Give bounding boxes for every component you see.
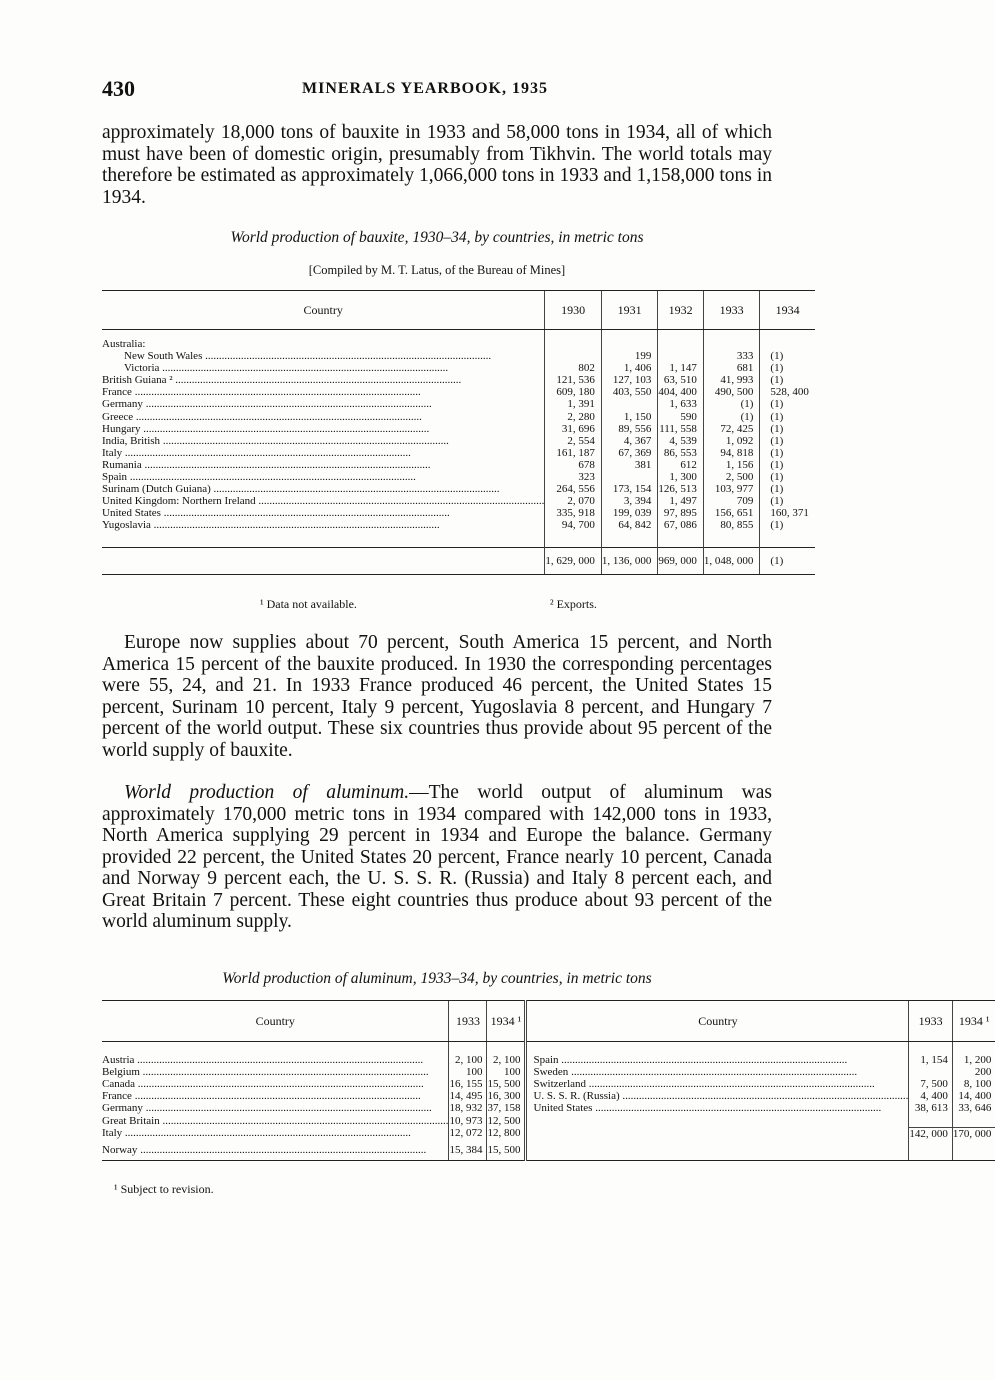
value-cell: 100 xyxy=(449,1066,487,1078)
country-name: Germany ..... xyxy=(102,1102,432,1114)
country-cell xyxy=(102,1078,449,1090)
country-name: British Guiana ² ..... xyxy=(102,374,461,386)
table-row xyxy=(102,459,815,471)
country-cell xyxy=(102,507,545,519)
country-name: Austria ..... xyxy=(102,1054,423,1066)
value-cell: 173, 154 xyxy=(601,483,658,495)
value-cell: 1, 154 xyxy=(909,1054,953,1066)
country-cell xyxy=(102,410,545,422)
value-cell: 111, 558 xyxy=(658,423,704,435)
country-name: U. S. S. R. (Russia) ..... xyxy=(533,1090,908,1102)
aluminum-production-table xyxy=(102,1000,995,1161)
empty-cell xyxy=(909,1140,953,1161)
value-cell: 12, 800 xyxy=(487,1127,526,1140)
country-name: India, British ..... xyxy=(102,435,449,447)
value-cell: 490, 500 xyxy=(703,386,760,398)
bauxite-table-caption: World production of bauxite, 1930–34, by countries, in metric tons xyxy=(230,229,644,246)
empty-cell xyxy=(909,1114,953,1127)
paragraph-1: approximately 18,000 tons of bauxite in 1933 and 58,000 tons in 1934, all of which must have been of domestic origin, presumably from Tikhvin. The world totals may therefore be estimated as approximately 1,066,000 tons in 1933 and 1,158,000 tons in 1934. xyxy=(102,122,772,208)
value-cell: 2, 500 xyxy=(703,471,760,483)
running-title: MINERALS YEARBOOK, 1935 xyxy=(302,80,548,97)
empty-cell xyxy=(952,1114,995,1127)
value-cell: (1) xyxy=(760,350,815,362)
total-cell: 1, 048, 000 xyxy=(703,548,760,575)
value-cell: 3, 394 xyxy=(601,495,658,507)
column-header: 1934 ¹ xyxy=(487,1001,526,1042)
group-label: Australia: xyxy=(102,338,146,350)
total-cell: 142, 000 xyxy=(909,1127,953,1140)
table-header-row xyxy=(102,291,815,330)
country-name: France ..... xyxy=(102,1090,421,1102)
value-cell: (1) xyxy=(760,398,815,410)
bauxite-table-compiled-note: [Compiled by M. T. Latus, of the Bureau of Mines] xyxy=(308,263,566,277)
table-row xyxy=(102,423,815,435)
column-header: 1933 xyxy=(909,1001,953,1042)
country-name: Surinam (Dutch Guiana) ..... xyxy=(102,483,500,495)
column-header: 1931 xyxy=(601,291,658,330)
value-cell: 7, 500 xyxy=(909,1078,953,1090)
value-cell: 4, 367 xyxy=(601,435,658,447)
totals-row xyxy=(102,548,815,575)
value-cell: 16, 300 xyxy=(487,1090,526,1102)
country-cell xyxy=(526,1054,909,1066)
country-cell xyxy=(102,519,545,531)
value-cell: 100 xyxy=(487,1066,526,1078)
total-cell: 969, 000 xyxy=(658,548,704,575)
country-name: Switzerland ..... xyxy=(533,1078,874,1090)
value-cell: 2, 100 xyxy=(487,1054,526,1066)
value-cell xyxy=(601,398,658,410)
country-name: Greece ..... xyxy=(102,411,422,423)
table-row xyxy=(102,1102,995,1114)
country-cell xyxy=(526,1102,909,1114)
value-cell: 16, 155 xyxy=(449,1078,487,1090)
value-cell: 15, 500 xyxy=(487,1078,526,1090)
value-cell: (1) xyxy=(760,435,815,447)
country-cell xyxy=(102,1140,449,1161)
value-cell: (1) xyxy=(760,471,815,483)
value-cell: 4, 400 xyxy=(909,1090,953,1102)
country-name: United States ..... xyxy=(533,1102,881,1114)
country-name: Spain ..... xyxy=(533,1054,847,1066)
value-cell: 590 xyxy=(658,410,704,422)
table-row xyxy=(102,1066,995,1078)
table-row xyxy=(102,398,815,410)
country-cell xyxy=(102,495,545,507)
value-cell: (1) xyxy=(703,398,760,410)
table-row xyxy=(102,1054,995,1066)
column-header: Country xyxy=(526,1001,909,1042)
value-cell: 1, 200 xyxy=(952,1054,995,1066)
country-name: New South Wales ..... xyxy=(124,350,491,362)
empty-cell xyxy=(952,1140,995,1161)
country-name: Rumania ..... xyxy=(102,459,430,471)
table-header-row xyxy=(102,1001,995,1042)
value-cell: 199 xyxy=(601,350,658,362)
column-header: 1933 xyxy=(449,1001,487,1042)
table-row xyxy=(102,386,815,398)
value-cell: 404, 400 xyxy=(658,386,704,398)
total-cell xyxy=(102,548,545,575)
value-cell xyxy=(658,350,704,362)
value-cell: 31, 696 xyxy=(545,423,602,435)
table-row xyxy=(102,1127,995,1140)
value-cell: 41, 993 xyxy=(703,374,760,386)
country-cell xyxy=(102,1090,449,1102)
value-cell: 63, 510 xyxy=(658,374,704,386)
total-cell: 1, 136, 000 xyxy=(601,548,658,575)
value-cell: (1) xyxy=(760,495,815,507)
value-cell: 67, 369 xyxy=(601,447,658,459)
country-name: Norway ..... xyxy=(102,1144,426,1156)
value-cell: 37, 158 xyxy=(487,1102,526,1114)
value-cell: 381 xyxy=(601,459,658,471)
table-row xyxy=(102,330,815,351)
value-cell: 8, 100 xyxy=(952,1078,995,1090)
value-cell: 678 xyxy=(545,459,602,471)
value-cell: 1, 147 xyxy=(658,362,704,374)
country-name: Hungary ..... xyxy=(102,423,429,435)
paragraph-2: Europe now supplies about 70 percent, South America 15 percent, and North America 15 percent of the bauxite produced. In 1930 the corresponding percentages were 55, 24, and 21. In 1933 France produced 46 percent, the United States 15 percent, Surinam 10 percent, Italy 9 percent, Yugoslavia 8 percent, and Hungary 7 percent of the world output. These six countries thus provide about 95 percent of the world supply of bauxite. xyxy=(102,632,772,761)
country-name: Spain ..... xyxy=(102,471,416,483)
value-cell: 1, 406 xyxy=(601,362,658,374)
value-cell: 335, 918 xyxy=(545,507,602,519)
value-cell: 2, 280 xyxy=(545,410,602,422)
bauxite-production-table xyxy=(102,290,815,575)
table-row xyxy=(102,1078,995,1090)
value-cell: 94, 818 xyxy=(703,447,760,459)
value-cell: (1) xyxy=(760,483,815,495)
table-row xyxy=(102,507,815,519)
country-cell xyxy=(526,1066,909,1078)
value-cell: 64, 842 xyxy=(601,519,658,531)
value-cell: 10, 973 xyxy=(449,1114,487,1127)
total-cell: 170, 000 xyxy=(952,1127,995,1140)
column-header: 1932 xyxy=(658,291,704,330)
table-row xyxy=(102,435,815,447)
country-cell xyxy=(102,1066,449,1078)
value-cell: 97, 895 xyxy=(658,507,704,519)
country-cell xyxy=(102,1054,449,1066)
value-cell: (1) xyxy=(760,362,815,374)
country-cell xyxy=(102,435,545,447)
country-name: United States ..... xyxy=(102,507,450,519)
paragraph-3-lead: World production of aluminum. xyxy=(124,782,410,803)
value-cell: 612 xyxy=(658,459,704,471)
table-row xyxy=(102,531,815,548)
value-cell: 2, 100 xyxy=(449,1054,487,1066)
value-cell: 14, 495 xyxy=(449,1090,487,1102)
value-cell: 67, 086 xyxy=(658,519,704,531)
page-number: 430 xyxy=(102,76,135,101)
country-cell xyxy=(102,362,545,374)
value-cell: 200 xyxy=(952,1066,995,1078)
value-cell: 199, 039 xyxy=(601,507,658,519)
paragraph-3 xyxy=(102,782,772,933)
value-cell: 161, 187 xyxy=(545,447,602,459)
value-cell: 86, 553 xyxy=(658,447,704,459)
country-name: Yugoslavia ..... xyxy=(102,519,440,531)
value-cell: 121, 536 xyxy=(545,374,602,386)
footnote-2: ² Exports. xyxy=(550,597,597,611)
table-row xyxy=(102,410,815,422)
country-name: Belgium ..... xyxy=(102,1066,429,1078)
country-name: France ..... xyxy=(102,386,421,398)
table-row xyxy=(102,362,815,374)
table-row xyxy=(102,519,815,531)
country-cell xyxy=(102,423,545,435)
value-cell: 4, 539 xyxy=(658,435,704,447)
country-cell xyxy=(102,374,545,386)
value-cell: 333 xyxy=(703,350,760,362)
table-row xyxy=(102,374,815,386)
value-cell: 1, 633 xyxy=(658,398,704,410)
value-cell: 14, 400 xyxy=(952,1090,995,1102)
empty-cell xyxy=(526,1114,909,1127)
value-cell xyxy=(601,471,658,483)
value-cell: 323 xyxy=(545,471,602,483)
empty-cell xyxy=(526,1127,909,1140)
country-cell xyxy=(102,447,545,459)
value-cell xyxy=(545,350,602,362)
country-name: Germany ..... xyxy=(102,398,432,410)
value-cell: (1) xyxy=(760,459,815,471)
country-cell xyxy=(526,1090,909,1102)
country-name: Canada ..... xyxy=(102,1078,424,1090)
country-cell xyxy=(102,1114,449,1127)
table-row xyxy=(102,495,815,507)
column-header: 1934 ¹ xyxy=(952,1001,995,1042)
value-cell: 15, 500 xyxy=(487,1140,526,1161)
value-cell: 12, 072 xyxy=(449,1127,487,1140)
value-cell: (1) xyxy=(760,447,815,459)
table-row xyxy=(102,1140,995,1161)
value-cell: 33, 646 xyxy=(952,1102,995,1114)
value-cell: 80, 855 xyxy=(703,519,760,531)
value-cell: (1) xyxy=(760,374,815,386)
value-cell: 1, 300 xyxy=(658,471,704,483)
country-name: Italy ..... xyxy=(102,1127,411,1139)
total-cell: 1, 629, 000 xyxy=(545,548,602,575)
value-cell: 403, 550 xyxy=(601,386,658,398)
value-cell: 1, 150 xyxy=(601,410,658,422)
value-cell: 12, 500 xyxy=(487,1114,526,1127)
column-header: 1934 xyxy=(760,291,815,330)
value-cell: 18, 932 xyxy=(449,1102,487,1114)
value-cell: 103, 977 xyxy=(703,483,760,495)
table-row xyxy=(102,350,815,362)
column-header: 1930 xyxy=(545,291,602,330)
total-cell: (1) xyxy=(760,548,815,575)
value-cell: 528, 400 xyxy=(760,386,815,398)
country-name: Italy ..... xyxy=(102,447,411,459)
column-header: 1933 xyxy=(703,291,760,330)
column-header: Country xyxy=(102,291,545,330)
country-cell xyxy=(102,483,545,495)
value-cell: 126, 513 xyxy=(658,483,704,495)
value-cell: 802 xyxy=(545,362,602,374)
value-cell: 264, 556 xyxy=(545,483,602,495)
value-cell: 38, 613 xyxy=(909,1102,953,1114)
country-cell xyxy=(102,1102,449,1114)
value-cell: 1, 391 xyxy=(545,398,602,410)
country-cell xyxy=(102,471,545,483)
table-row xyxy=(102,447,815,459)
country-name: Great Britain ..... xyxy=(102,1115,448,1127)
country-name: United Kingdom: Northern Ireland ..... xyxy=(102,495,544,507)
value-cell xyxy=(909,1066,953,1078)
table-row xyxy=(102,1090,995,1102)
value-cell: (1) xyxy=(760,519,815,531)
aluminum-table-footnote: ¹ Subject to revision. xyxy=(114,1182,214,1196)
value-cell: 1, 156 xyxy=(703,459,760,471)
value-cell: 160, 371 xyxy=(760,507,815,519)
value-cell: 1, 092 xyxy=(703,435,760,447)
value-cell: 72, 425 xyxy=(703,423,760,435)
country-cell xyxy=(102,350,545,362)
page-header xyxy=(102,76,772,106)
country-name: Victoria ..... xyxy=(124,362,448,374)
value-cell: 94, 700 xyxy=(545,519,602,531)
country-cell xyxy=(102,459,545,471)
country-cell xyxy=(102,386,545,398)
value-cell: 89, 556 xyxy=(601,423,658,435)
paragraph-3-text: —The world output of aluminum was approximately 170,000 metric tons in 1934 compared with 142,000 tons in 1933, North America supplying 29 percent in 1934 and Europe the balance. Germany provided 22 percent, the United States 20 percent, France nearly 10 percent, Canada and Norway 9 percent each, the U. S. S. R. (Russia) and Italy 8 percent each, and Great Britain 7 percent. These eight countries thus produce about 93 percent of the world aluminum supply. xyxy=(102,782,773,932)
table-row xyxy=(102,483,815,495)
value-cell: 127, 103 xyxy=(601,374,658,386)
value-cell: (1) xyxy=(760,423,815,435)
value-cell: 156, 651 xyxy=(703,507,760,519)
value-cell: 709 xyxy=(703,495,760,507)
footnote-1: ¹ Data not available. xyxy=(260,597,357,611)
table-row xyxy=(102,1114,995,1127)
country-cell xyxy=(526,1078,909,1090)
value-cell: 2, 554 xyxy=(545,435,602,447)
value-cell: 609, 180 xyxy=(545,386,602,398)
country-cell xyxy=(102,398,545,410)
value-cell: 15, 384 xyxy=(449,1140,487,1161)
value-cell: 1, 497 xyxy=(658,495,704,507)
empty-cell xyxy=(526,1140,909,1161)
country-name: Sweden ..... xyxy=(533,1066,857,1078)
value-cell: (1) xyxy=(703,410,760,422)
country-cell xyxy=(102,1127,449,1140)
table-row xyxy=(102,471,815,483)
aluminum-table-caption: World production of aluminum, 1933–34, by countries, in metric tons xyxy=(222,970,652,987)
value-cell: (1) xyxy=(760,410,815,422)
column-header: Country xyxy=(102,1001,449,1042)
value-cell: 681 xyxy=(703,362,760,374)
value-cell: 2, 070 xyxy=(545,495,602,507)
